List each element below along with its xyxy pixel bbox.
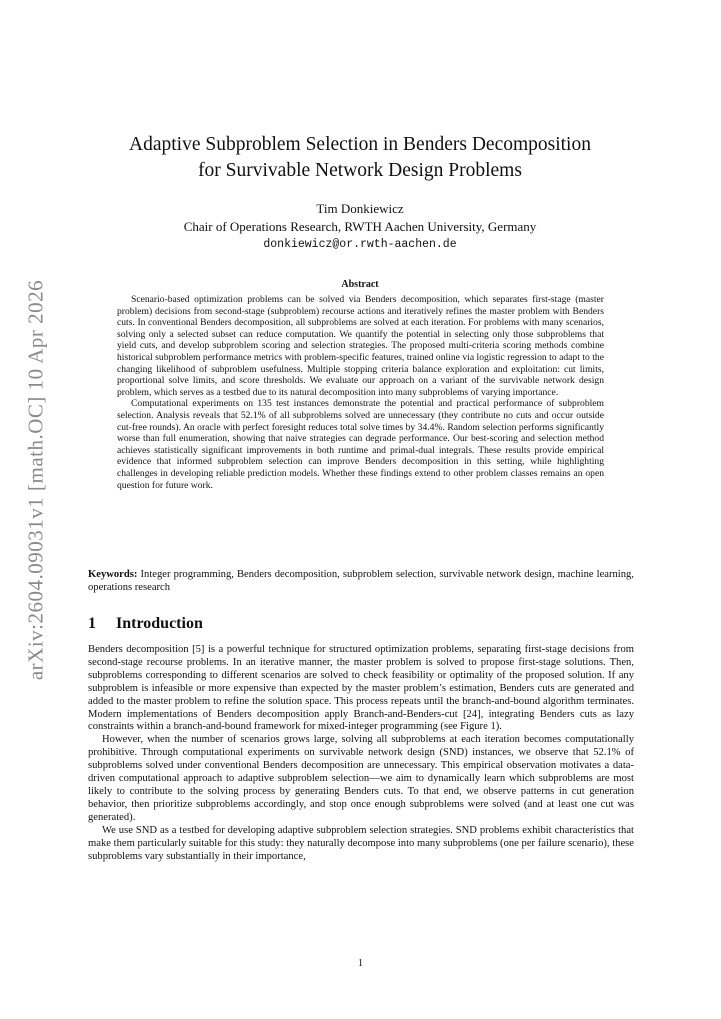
abstract-paragraph: Computational experiments on 135 test instances demonstrate the potential and practical performance of subproblem selection. Analysis reveals that 52.1% of all subproblems solved are unnecessary (they contribute no cuts and occur outside cut-free rounds). An oracle with perfect foresight reduces total solve times by 34.4%. Random selection performs significantly worse than full enumeration, showing that naive strategies can degrade performance. Our best-scoring and selection method achieves statistically significant improvements in both runtime and primal-dual integrals. These results provide empirical evidence that informed subproblem selection can improve Benders decomposition in this setting, while highlighting challenges in developing reliable prediction models. Whether these findings extend to other problem classes remains an open question for future work. <box>117 398 604 491</box>
abstract <box>117 294 604 491</box>
section-title: Introduction <box>116 615 203 632</box>
body-paragraph: However, when the number of scenarios grows large, solving all subproblems at each iteration becomes computationally prohibitive. Through computational experiments on survivable network design (SND) instances, we observe that 52.1% of subproblems solved under conventional Benders decomposition are unnecessary. This empirical observation motivates a data-driven computational approach to adaptive subproblem selection—we aim to dynamically learn which subproblems are most likely to contribute to the solving process by generating Benders cuts. To that end, we observe patterns in cut generation behavior, then prioritize subproblems accordingly, and stop once enough subproblems were solved (and at least one cut was generated). <box>88 734 634 823</box>
title-line: Adaptive Subproblem Selection in Benders Decomposition <box>129 134 591 155</box>
arxiv-side-label <box>16 279 56 681</box>
body-text <box>88 644 634 863</box>
abstract-paragraph: Scenario-based optimization problems can be solved via Benders decomposition, which separates first-stage (master problem) decisions from second-stage (subproblem) recourse actions and iteratively refines the master problem with Benders cuts. In conventional Benders decomposition, all subproblems are solved at each iteration. For problems with many scenarios, solving only a selected subset can reduce computation. We quantify the potential in selecting only those subproblems that yield cuts, and develop subproblem scoring and selection strategies. The proposed multi-criteria scoring methods combine historical subproblem performance metrics with problem-specific features, trained online via logistic regression to adapt to the changing likelihood of subproblem usefulness. Multiple stopping criteria balance exploration and exploitation: cut limits, proportional solve limits, and score thresholds. We evaluate our approach on a variant of the survivable network design problem, which serves as a testbed due to its natural decomposition into many subproblems of varying importance. <box>117 294 604 398</box>
author-name: Tim Donkiewicz <box>316 201 404 216</box>
paper-title <box>100 132 620 184</box>
author-affiliation: Chair of Operations Research, RWTH Aachen University, Germany <box>183 219 537 234</box>
keywords-text: Integer programming, Benders decomposition, subproblem selection, survivable network design, machine learning, operations research <box>88 569 634 593</box>
keywords <box>88 568 634 594</box>
section-number: 1 <box>88 615 96 632</box>
keywords-label: Keywords: <box>88 569 138 580</box>
page-number: 1 <box>357 958 364 969</box>
author-block <box>100 200 620 254</box>
body-paragraph: Benders decomposition [5] is a powerful technique for structured optimization problems, separating first-stage decisions from second-stage recourse problems. In an iterative manner, the master problem is solved to propose first-stage solutions. Then, subproblems corresponding to different scenarios are solved to check feasibility or optimality of the proposed solution. If any subproblem is infeasible or more expensive than expected by the master problem’s estimation, Benders cuts are generated and added to the master problem to refine the solution space. This process repeats until the branch-and-bound algorithm terminates. Modern implementations of Benders decomposition apply Branch-and-Benders-cut [24], integrating Benders cuts as lazy constraints within a branch-and-bound framework for mixed-integer programming (see Figure 1). <box>88 644 634 733</box>
title-line: for Survivable Network Design Problems <box>198 160 522 181</box>
arxiv-identifier: arXiv:2604.09031v1 [math.OC] 10 Apr 2026 <box>23 279 48 681</box>
abstract-heading: Abstract <box>341 279 379 290</box>
author-email: donkiewicz@or.rwth-aachen.de <box>263 238 457 251</box>
body-paragraph: We use SND as a testbed for developing adaptive subproblem selection strategies. SND problems exhibit characteristics that make them particularly suitable for this study: they naturally decompose into many subproblems (one per failure scenario), these subproblems vary substantially in their importance, <box>88 824 634 862</box>
section-heading <box>88 615 203 633</box>
